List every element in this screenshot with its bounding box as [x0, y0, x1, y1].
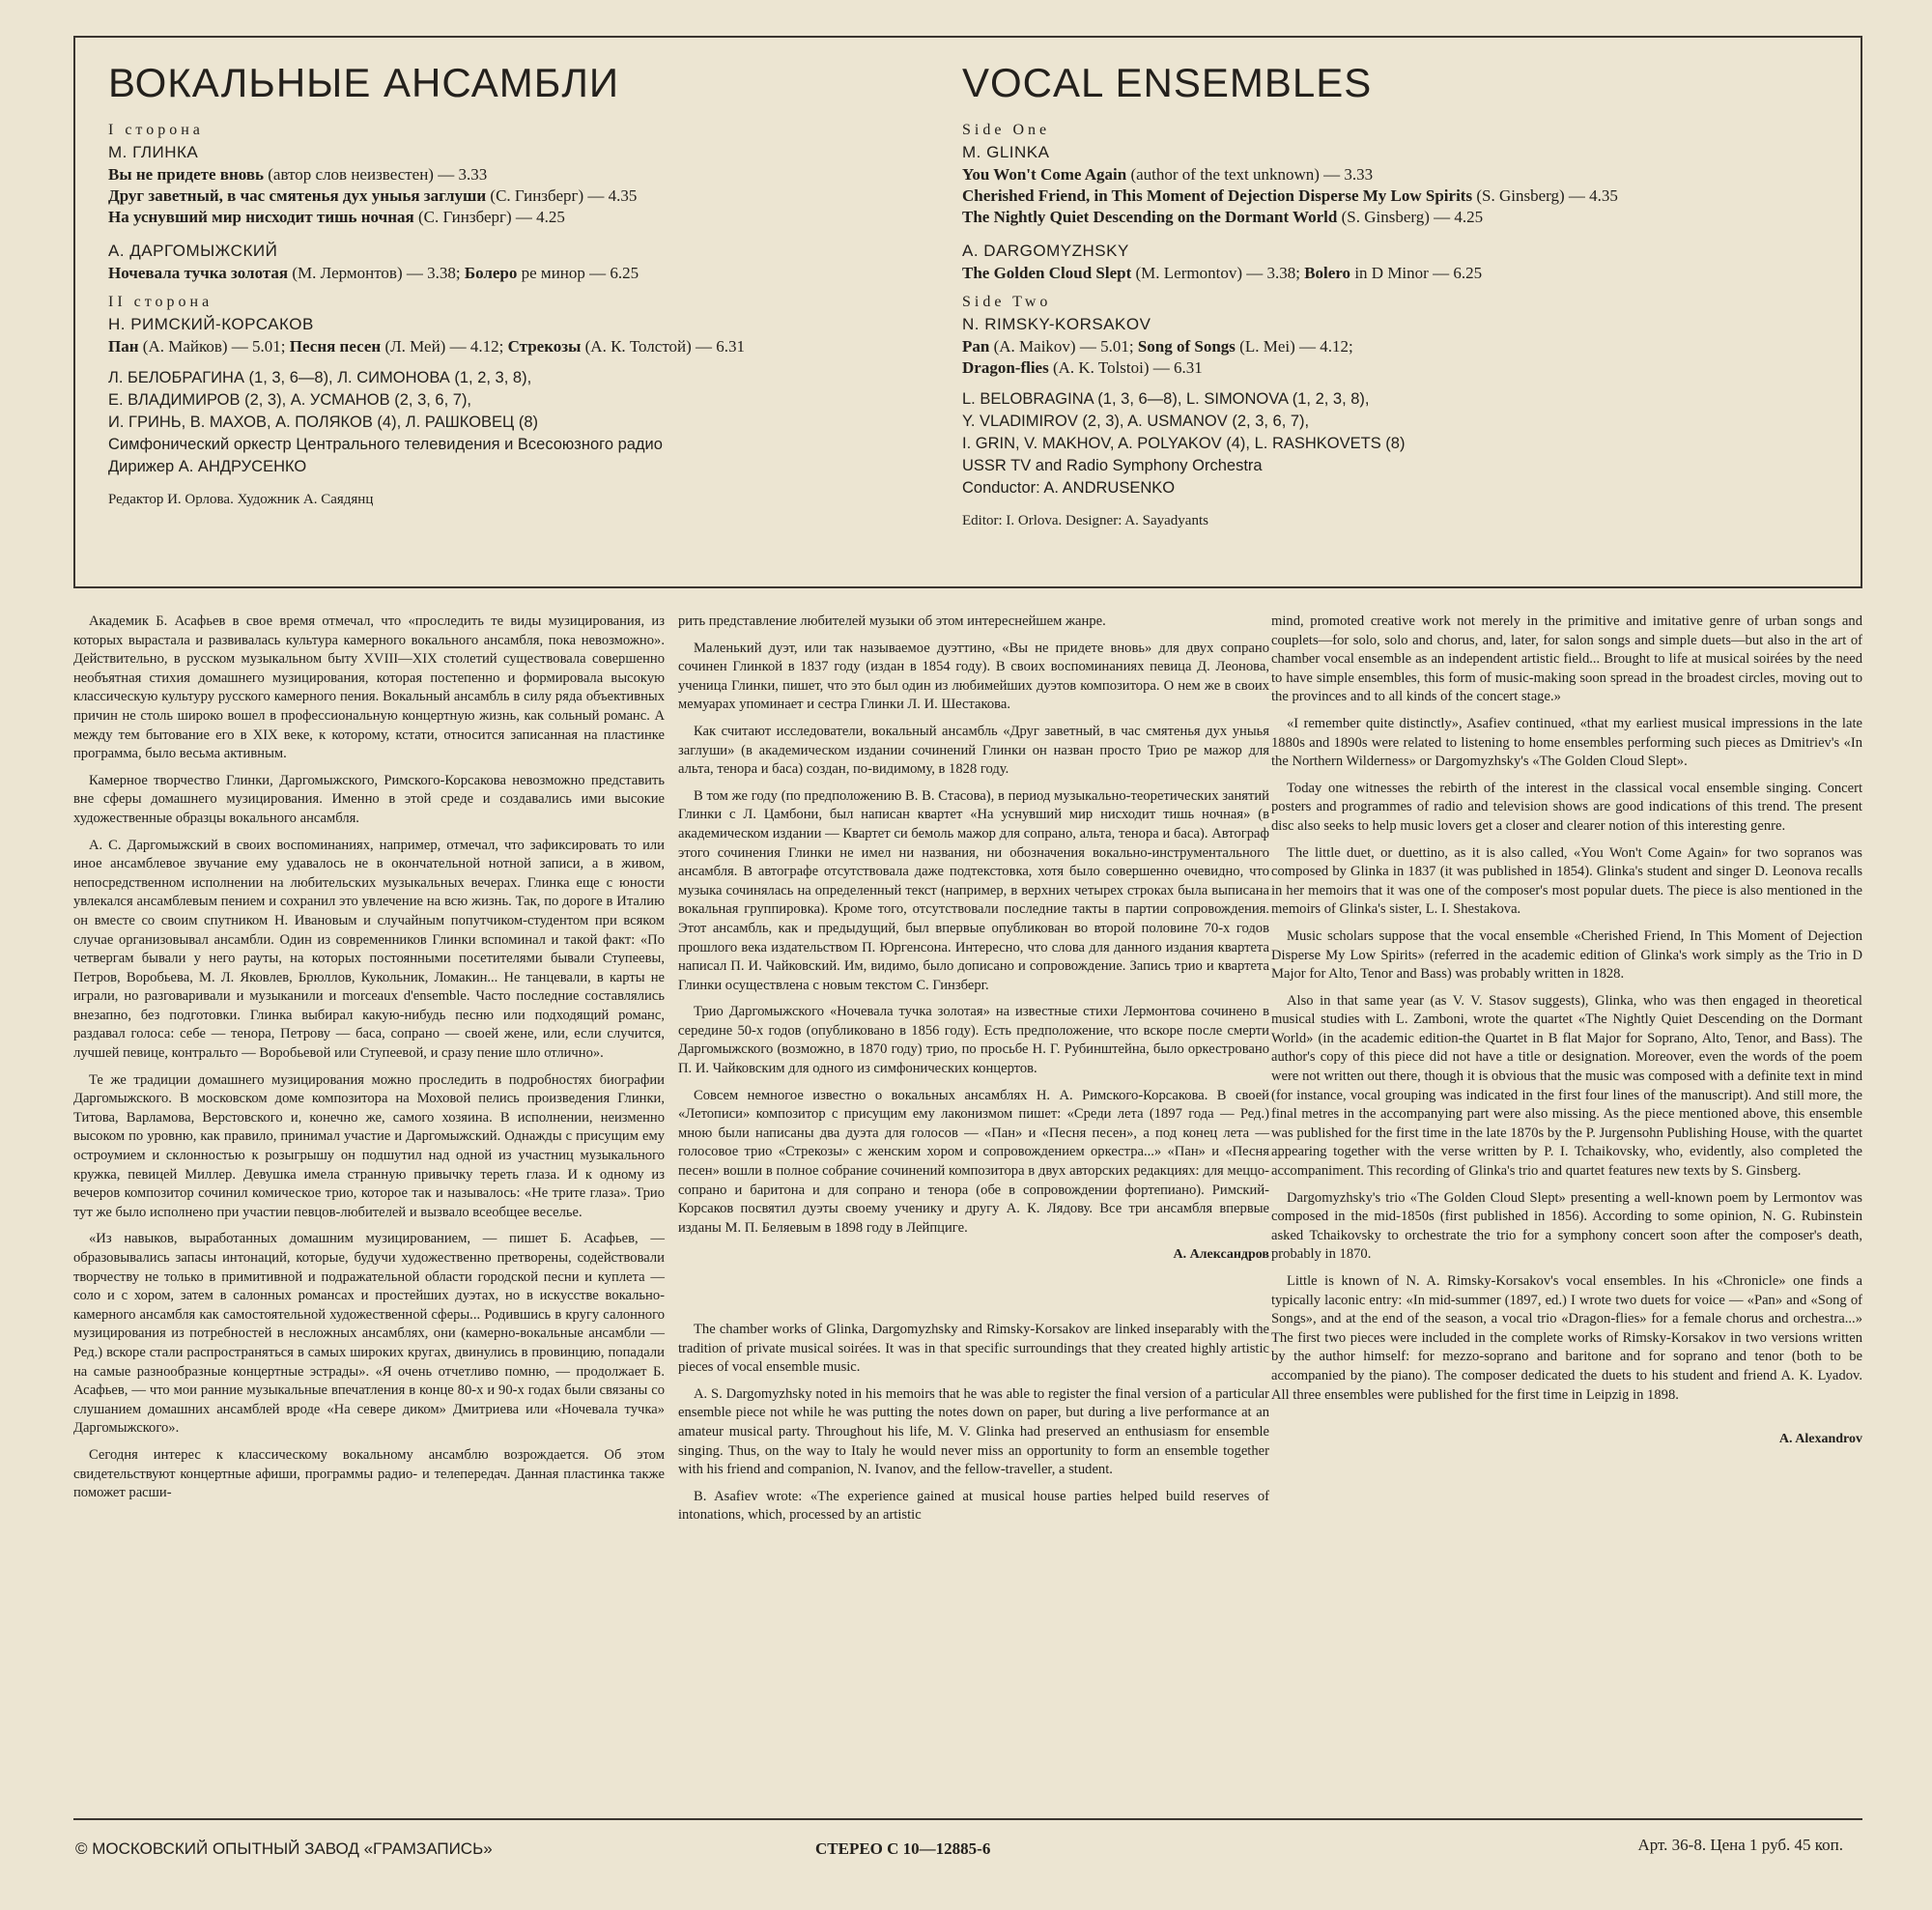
paragraph: Today one witnesses the rebirth of the interest in the classical vocal ensemble singing. Concert posters and programmes of radio and television shows are good indications of this trend. The present disc also seeks to help music lovers get a closer and clearer notion of this interesting genre. [1271, 780, 1862, 834]
notes-column-1 [73, 613, 665, 1511]
track-6-8-ru: Пан (А. Майков) — 5.01; Песня песен (Л. Мей) — 4.12; Стрекозы (А. К. Толстой) — 6.31 [108, 337, 746, 356]
track-6-7-en: Pan (A. Maikov) — 5.01; Song of Songs (L. Mei) — 4.12; [962, 337, 1353, 356]
paragraph: Камерное творчество Глинки, Даргомыжского, Римского-Корсакова невозможно представить вне сферы домашнего музицирования. Именно в этой среде и создавались ими высокие художественные образцы вокального ансамбля. [73, 772, 665, 826]
track-8-en: Dragon-flies (A. K. Tolstoi) — 6.31 [962, 358, 1203, 378]
performers-line-1-en: L. BELOBRAGINA (1, 3, 6—8), L. SIMONOVA (1, 2, 3, 8), [962, 390, 1370, 409]
paragraph: Music scholars suppose that the vocal ensemble «Cherished Friend, In This Moment of Dejection Disperse My Low Spirits» (referred in the academic edition of Glinka's work simply as the Trio in D Major for Alto, Tenor and Bass) was probably written in 1828. [1271, 927, 1862, 983]
title-ru: ВОКАЛЬНЫЕ АНСАМБЛИ [108, 60, 620, 105]
notes-column-3 [1271, 613, 1862, 1457]
side-two-label-en: Side Two [962, 294, 1052, 311]
paragraph: Little is known of N. A. Rimsky-Korsakov's vocal ensembles. In his «Chronicle» one finds a typically laconic entry: «In mid-summer (1897, ed.) I wrote two duets for voice — «Pan» and «Song of Songs», and at the end of the season, a vocal trio «Dragon-flies» for a female chorus and orchestra...» The first two pieces were included in the complete works of Rimsky-Korsakov in two versions written by the author himself: for mezzo-soprano and baritone and for soprano and tenor (both to be accompanied by the piano). The composer dedicated the duets to his student and friend A. K. Lyadov. All three ensembles were published for the first time in Leipzig in 1898. [1271, 1273, 1862, 1403]
author-signature-ru: А. Александров [1173, 1247, 1269, 1263]
track-4-5-ru: Ночевала тучка золотая (М. Лермонтов) — 3.38; Болеро ре минор — 6.25 [108, 264, 639, 283]
composer-rimsky-en: N. RIMSKY-KORSAKOV [962, 315, 1151, 334]
performers-line-2-en: Y. VLADIMIROV (2, 3), A. USMANOV (2, 3, 6, 7), [962, 413, 1310, 431]
paragraph: Dargomyzhsky's trio «The Golden Cloud Slept» presenting a well-known poem by Lermontov was composed in the mid-1850s (first published in 1856). According to some opinion, N. G. Rubinstein asked Tchaikovsky to orchestrate the trio for a symphony concert soon after the composer's death, probably in 1870. [1271, 1189, 1862, 1263]
paragraph: Трио Даргомыжского «Ночевала тучка золотая» на известные стихи Лермонтова сочинено в середине 50-х годов (опубликовано в 1856 году). Есть предположение, что вскоре после смерти Даргомыжского (возможно, в 1870 году) трио, по просьбе Н. Г. Рубинштейна, было оркестровано П. И. Чайковским для одного из симфонических концертов. [678, 1004, 1269, 1077]
track-2-en: Cherished Friend, in This Moment of Dejection Disperse My Low Spirits (S. Ginsberg) — 4.35 [962, 186, 1618, 206]
paragraph: А. С. Даргомыжский в своих воспоминаниях, например, отмечал, что зафиксировать то или иное ансамблевое звучание ему удавалось не в окончательной нотной записи, а в живом, непосредственном исполнении на любительских музыкальных вечерах. Глинка еще с юности увлекался ансамблевым пением и сохранил это увлечение на всю жизнь. Так, по дороге в Италию он вместе со своим спутником Н. Ивановым и случайным попутчиком-студентом при всяком случае организовывал ансамбли. Один из современников Глинки вспоминал и такой факт: «По четвергам бывали у него рауты, на которых постоянными посетителями бывали Ступеевы, Петров, Воробьева, М. Л. Яковлев, Брюллов, Кукольник, Ломакин... Не танцевали, в карты не играли, но разговаривали и музыканили и morceaux d'ensemble. Часто последние составлялись внезапно, без подготовки. Глинка выбирал какую-нибудь песню или подходящий романс, раздавал голоса: себе — тенора, Петрову — баса, сопрано — своей жене, или, если случится, лучшей певице, контральто — Воробьевой или Ступеевой, и сразу пение шло отлично». [73, 837, 665, 1062]
composer-dargomyzhsky-ru: А. ДАРГОМЫЖСКИЙ [108, 242, 278, 261]
side-one-label-en: Side One [962, 122, 1051, 139]
performers-line-3-ru: И. ГРИНЬ, В. МАХОВ, А. ПОЛЯКОВ (4), Л. РАШКОВЕЦ (8) [108, 413, 538, 432]
paragraph: Совсем немногое известно о вокальных ансамблях Н. А. Римского-Корсакова. В своей «Летописи» композитор с присущим ему лаконизмом пишет: «Среди лета (1897 года — Ред.) мною были написаны два дуэта для голосов — «Пан» и «Песня песен», а под конец лета — голосовое трио «Стрекозы» с женским хором и сопровождением оркестра...» «Пан» и «Песня песен» вошли в полное собрание сочинений композитора в двух авторских редакциях: для меццо-сопрано и баритона и для сопрано и тенора (обе в сопровождении фортепиано). Римский-Корсаков посвятил дуэты своему ученику и другу А. К. Лядову. Все три ансамбля впервые изданы М. П. Беляевым в 1898 году в Лейпциге. [678, 1087, 1269, 1236]
paragraph: Маленький дуэт, или так называемое дуэттино, «Вы не придете вновь» для двух сопрано сочинен Глинкой в 1837 году (издан в 1854 году). В своих воспоминаниях певица Д. Леонова, ученица Глинки, пишет, что это был один из любимейших дуэтов композитора. О нем же в своих мемуарах упоминает и сестра Глинки Л. И. Шестакова. [678, 640, 1269, 713]
paragraph: The little duet, or duettino, as it is also called, «You Won't Come Again» for two sopranos was composed by Glinka in 1837 (it was published in 1854). Glinka's student and singer D. Leonova recalls in her memoirs that it was one of the composer's most popular duets. The piece is also mentioned in the memoirs of Glinka's sister, L. I. Shestakova. [1271, 844, 1862, 918]
paragraph: В том же году (по предположению В. В. Стасова), в период музыкально-теоретических занятий Глинки с Л. Цамбони, был написан квартет «На уснувший мир нисходит тишь ночная» (в академическом издании — Квартет си бемоль мажор для сопрано, альта, тенора и баса). Автограф этого сочинения Глинки не имел ни названия, ни обозначения вокально-инструментального ансамбля. В автографе отсутствовала даже подтекстовка, хотя было совершенно очевидно, что музыка сочинялась на определенный текст (например, в верхних четырех строках была выписана вокальная группировка). Кроме того, отсутствовали последние такты в партии сопровождения. Этот ансамбль, как и предыдущий, был впервые опубликован во второй половине 70-х годов прошлого века издательством П. Юргенсона. Интересно, что слова для данного издания квартета написал П. И. Чайковский. Им, видимо, было дописано и сопровождение. Запись трио и квартета Глинки осуществлена с новым текстом С. Гинзберг. [678, 787, 1269, 993]
conductor-ru: Дирижер А. АНДРУСЕНКО [108, 458, 307, 476]
side-two-label-ru: II сторона [108, 294, 213, 311]
paragraph: Те же традиции домашнего музицирования можно проследить в подробностях биографии Даргомыжского. В московском доме композитора на Моховой пелись произведения Глинки, Титова, Варламова, Верстовского и, конечно же, самого хозяина. В исполнении, неизменно высоком по уровню, как правило, принимал участие и Даргомыжский. Однажды с присущим ему остроумием и склонностью к розыгрышу он подшутил над одной из участниц музыкального кружка, певицей Миллер. Девушка имела странную привычку тереть глаза. И к одному из вечеров композитор сочинил комическое трио, которое так и называлось: «Не трите глаза». Трио тут же было исполнено при участии певцов-любителей и вызвало всеобщее веселье. [73, 1071, 665, 1220]
track-1-en: You Won't Come Again (author of the text unknown) — 3.33 [962, 165, 1374, 185]
composer-glinka-ru: М. ГЛИНКА [108, 143, 199, 162]
paragraph: Как считают исследователи, вокальный ансамбль «Друг заветный, в час смятенья дух уныья заглуши» (в академическом издании сочинений Глинки он назван просто Трио ре мажор для альта, тенора и баса) создан, по-видимому, в 1828 году. [678, 723, 1269, 778]
composer-glinka-en: M. GLINKA [962, 143, 1050, 162]
paragraph: рить представление любителей музыки об этом интереснейшем жанре. [678, 613, 1106, 629]
paragraph: «Из навыков, выработанных домашним музицированием, — пишет Б. Асафьев, — образовывались запасы интонаций, которые, будучи художественно претворены, содействовали творчеству не только в примитивной и подражательной области городской песни и куплета — соло и с хором, затем в салонных романсах и простейших дуэтах, но в искусстве вокально-камерного ансамбля как самостоятельной художественной сферы... Родившись в кругу салонного музицирования из потребностей в несложных ансамблях, они (камерно-вокальные ансамбли — Ред.) вскоре стали распространяться в самых широких кругах, двинулись в провинцию, попадали на самые разнообразные концертные эстрады». «Я очень отчетливо помню, — продолжает Б. Асафьев, — что мои ранние музыкальные впечатления в конце 80-х и 90-х годах были связаны со слушанием домашних ансамблей вроде «На севере диком» Дмитриева или «Ночевала тучка» Даргомыжского». [73, 1231, 665, 1437]
composer-rimsky-ru: Н. РИМСКИЙ-КОРСАКОВ [108, 315, 314, 334]
catalog-number: СТЕРЕО С 10—12885-6 [815, 1839, 991, 1858]
composer-dargomyzhsky-en: A. DARGOMYZHSKY [962, 242, 1129, 261]
performers-line-2-ru: Е. ВЛАДИМИРОВ (2, 3), А. УСМАНОВ (2, 3, 6, 7), [108, 391, 472, 410]
side-one-label-ru: I сторона [108, 122, 204, 139]
paragraph: A. S. Dargomyzhsky noted in his memoirs that he was able to register the final version of a particular ensemble piece not while he was putting the notes down on paper, but during a live performance at an amateur musical party. Throughout his life, M. V. Glinka had preserved an enthusiasm for ensemble singing. Thus, on the way to Italy he would never miss an opportunity to form an ensemble together with his friend and companion, N. Ivanov, and the fellow-traveller, a student. [678, 1385, 1269, 1478]
price: Арт. 36-8. Цена 1 руб. 45 коп. [1637, 1836, 1843, 1854]
conductor-en: Conductor: A. ANDRUSENKO [962, 479, 1176, 498]
performers-line-3-en: I. GRIN, V. MAKHOV, A. POLYAKOV (4), L. RASHKOVETS (8) [962, 435, 1406, 453]
tracklist-russian [108, 60, 939, 508]
track-2-ru: Друг заветный, в час смятенья дух уныья заглуши (С. Гинзберг) — 4.35 [108, 186, 638, 206]
track-3-en: The Nightly Quiet Descending on the Dormant World (S. Ginsberg) — 4.25 [962, 208, 1484, 227]
title-en: VOCAL ENSEMBLES [962, 60, 1373, 105]
paragraph: Also in that same year (as V. V. Stasov suggests), Glinka, who was then engaged in theoretical musical studies with L. Zamboni, wrote the quartet «The Nightly Quiet Descending on the Dormant World» (in the academic edition-the Quartet in B flat Major for Soprano, Alto, Tenor, and Bass). The author's copy of this piece did not have a title or designation. Moreover, even the words of the poem were not written out there, though it is obvious that the music was composed with a definite text in mind (for instance, vocal grouping was indicated in the first four lines of the manuscript). And still more, the final metres in the accompanying part were also missing. As the piece mentioned above, this ensemble was published for the first time in the late 1870s by the P. Jurgensohn Publishing House, with the quartet appearing together with the verse written by P. I. Tchaikovsky, who, evidently, also completed the accompaniment. This recording of Glinka's trio and quartet features new texts by S. Ginsberg. [1271, 992, 1862, 1180]
orchestra-ru: Симфонический оркестр Центрального телевидения и Всесоюзного радио [108, 436, 663, 454]
orchestra-en: USSR TV and Radio Symphony Orchestra [962, 457, 1263, 475]
paragraph: The chamber works of Glinka, Dargomyzhsky and Rimsky-Korsakov are linked inseparably with the tradition of private musical soirées. It was in that specific surroundings that they created highly artistic pieces of vocal ensemble music. [678, 1322, 1269, 1376]
paragraph: B. Asafiev wrote: «The experience gained at musical house parties helped build reserves of intonations, which, processed by an artistic [678, 1488, 1269, 1524]
performers-line-1-ru: Л. БЕЛОБРАГИНА (1, 3, 6—8), Л. СИМОНОВА (1, 2, 3, 8), [108, 369, 532, 387]
author-signature-en: A. Alexandrov [1778, 1432, 1862, 1447]
track-4-5-en: The Golden Cloud Slept (M. Lermontov) — 3.38; Bolero in D Minor — 6.25 [962, 264, 1483, 283]
publisher: © МОСКОВСКИЙ ОПЫТНЫЙ ЗАВОД «ГРАМЗАПИСЬ» [75, 1839, 493, 1858]
liner-notes [73, 613, 1862, 1782]
track-3-ru: На уснувший мир нисходит тишь ночная (С. Гинзберг) — 4.25 [108, 208, 565, 227]
footer [73, 1818, 1862, 1878]
paragraph: Академик Б. Асафьев в свое время отмечал, что «проследить те виды музицирования, из которых вырастала и развивалась культура камерного вокального ансамбля, пока невозможно». Действительно, в русском музыкальном быту XVIII—XIX столетий существовала совершенно необъятная стихия домашнего музицирования, которая постепенно и формировала высокую классическую культуру русского камерного пения. Вокальный ансамбль в силу ряда объективных причин не столь широко вошел в профессиональную концертную жизнь, как сольный романс. А между тем бытование его в XIX веке, к которому, кстати, относится записанная на пластинке программа, было весьма активным. [73, 613, 665, 762]
credits-en: Editor: I. Orlova. Designer: A. Sayadyants [962, 513, 1208, 529]
track-1-ru: Вы не придете вновь (автор слов неизвестен) — 3.33 [108, 165, 488, 185]
credits-ru: Редактор И. Орлова. Художник А. Саядянц [108, 492, 374, 508]
paragraph: Сегодня интерес к классическому вокальному ансамблю возрождается. Об этом свидетельствуют концертные афиши, программы радио- и телепередач. Данная пластинка также поможет расши- [73, 1446, 665, 1501]
paragraph: «I remember quite distinctly», Asafiev continued, «that my earliest musical impressions in the late 1880s and 1890s were related to listening to home ensembles performing such pieces as Dmitriev's «In the Northern Wilderness» or Dargomyzhsky's «The Golden Cloud Slept». [1271, 715, 1862, 770]
tracklist-english [962, 60, 1812, 529]
notes-column-2 [678, 613, 1269, 1533]
paragraph: mind, promoted creative work not merely in the primitive and imitative genre of urban songs and couplets—for solo, solo and chorus, and, later, for salon songs and simple duets—but also in the art of chamber vocal ensemble as an independent artistic field... Brought to life at musical soirées by the need to have simple ensembles, this form of music-making soon spread in the broadest circles, moving out to the provinces and to all kinds of the concert stage.» [1271, 613, 1862, 705]
